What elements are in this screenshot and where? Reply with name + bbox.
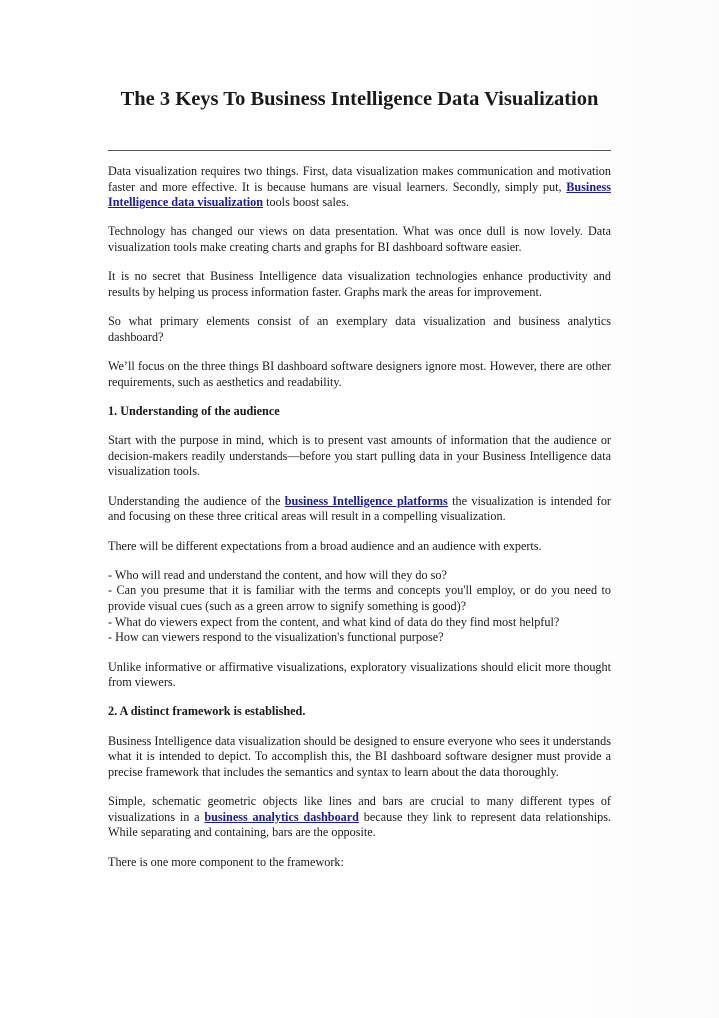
paragraph-geometric-text-after: because they link to represent data relationships. While separating and containing, bars are the opposite. xyxy=(108,809,611,840)
page-title: The 3 Keys To Business Intelligence Data Visualization xyxy=(120,88,599,110)
paragraph-exploratory: Unlike informative or affirmative visualizations, exploratory visualizations should elicit more thought from viewers. xyxy=(108,659,611,690)
document-body xyxy=(108,164,611,884)
paragraph-geometric-objects xyxy=(108,794,611,841)
paragraph-understanding-audience xyxy=(108,494,611,525)
title-divider xyxy=(108,150,611,151)
list-item: - What do viewers expect from the content, and what kind of data do they find most helpful? xyxy=(108,614,560,629)
paragraph-understanding-text-before: Understanding the audience of the xyxy=(108,493,285,508)
paragraph-purpose: Start with the purpose in mind, which is to present vast amounts of information that the audience or decision-makers readily understands—before you start pulling data in your Business Intelligence data visualization tools. xyxy=(108,433,611,479)
section-heading-audience: 1. Understanding of the audience xyxy=(108,403,280,418)
paragraph-technology: Technology has changed our views on data presentation. What was once dull is now lovely. Data visualization tools make creating charts and graphs for BI dashboard software easier. xyxy=(108,224,611,255)
paragraph-question: So what primary elements consist of an exemplary data visualization and business analytics dashboard? xyxy=(108,314,611,344)
paragraph-framework: Business Intelligence data visualization should be designed to ensure everyone who sees it understands what it is intended to depict. To accomplish this, the BI dashboard software designer must provide a precise framework that includes the semantics and syntax to learn about the data thoroughly. xyxy=(108,733,611,779)
paragraph-understanding-text-after: the visualization is intended for and focusing on these three critical areas will result in a compelling visualization. xyxy=(108,493,611,524)
section-heading-framework: 2. A distinct framework is established. xyxy=(108,704,306,719)
list-item: - Can you presume that it is familiar with the terms and concepts you'll employ, or do you need to provide visual cues (such as a green arrow to signify something is good)? xyxy=(108,583,611,614)
link-business-analytics-dashboard[interactable]: business analytics dashboard xyxy=(204,809,359,824)
paragraph-framework-component: There is one more component to the framework: xyxy=(108,854,344,869)
question-list xyxy=(108,568,611,646)
paragraph-intro-text-after: tools boost sales. xyxy=(263,195,350,210)
paragraph-focus: We’ll focus on the three things BI dashboard software designers ignore most. However, there are other requirements, such as aesthetics and readability. xyxy=(108,359,611,389)
link-bi-platforms[interactable]: business Intelligence platforms xyxy=(284,493,448,508)
list-item: - How can viewers respond to the visualization's functional purpose? xyxy=(108,630,444,645)
paragraph-productivity: It is no secret that Business Intelligence data visualization technologies enhance productivity and results by helping us process information faster. Graphs mark the areas for improvement. xyxy=(108,269,611,299)
paragraph-geometric-text-before: Simple, schematic geometric objects like lines and bars are crucial to many different types of visualizations in a xyxy=(108,794,611,824)
paragraph-expectations: There will be different expectations from a broad audience and an audience with experts. xyxy=(108,538,542,553)
link-bi-data-visualization[interactable]: Business Intelligence data visualization xyxy=(108,179,611,210)
list-item: - Who will read and understand the content, and how will they do so? xyxy=(108,567,447,582)
paragraph-intro-text-before: Data visualization requires two things. First, data visualization makes communication and motivation faster and more effective. It is because humans are visual learners. Secondly, simply put, xyxy=(108,164,611,194)
paragraph-intro xyxy=(108,164,611,211)
